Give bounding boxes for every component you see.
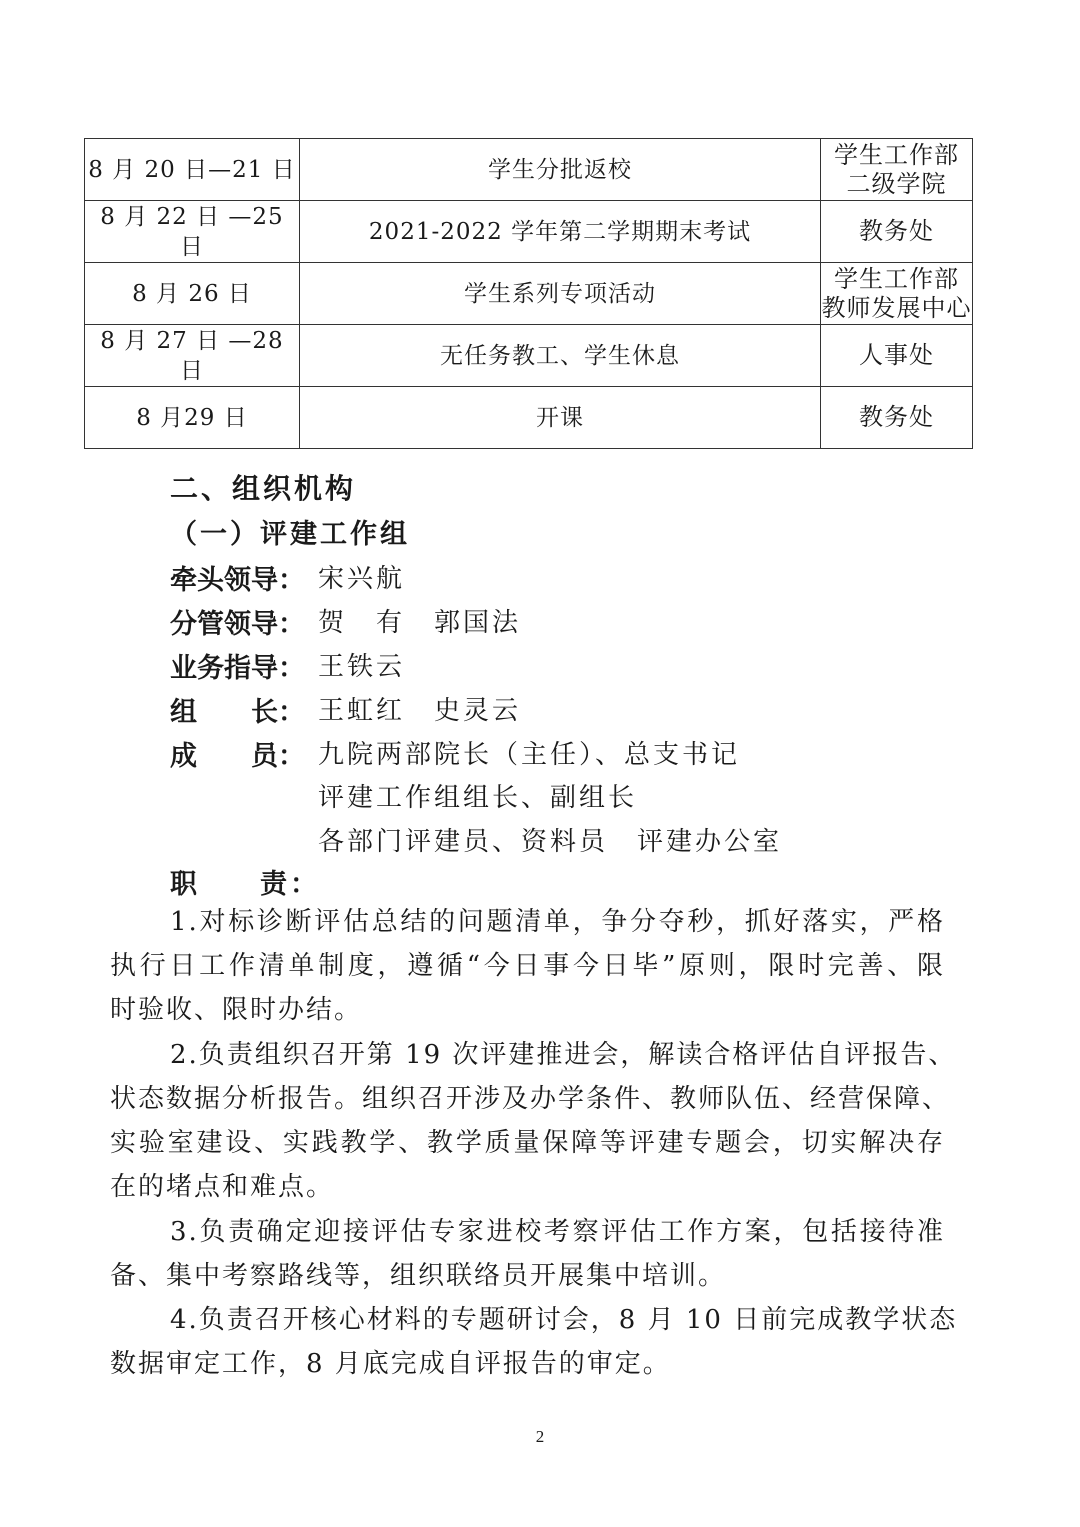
dept-cell (821, 263, 973, 325)
paragraph-line: 4.负责召开核心材料的专题研讨会，8 月 10 日前完成教学状态 (170, 1305, 958, 1335)
dept-line: 学生工作部 (834, 140, 959, 169)
dept-line: 教务处 (859, 403, 934, 431)
duty-paragraph (110, 1298, 958, 1386)
dept-cell (821, 139, 973, 201)
dept-line: 学生工作部 (834, 264, 959, 293)
role-label: 成 员： (170, 741, 305, 772)
paragraph-line: 备、集中考察路线等，组织联络员开展集中培训。 (110, 1261, 727, 1291)
table-row (85, 325, 973, 387)
role-value: 九院两部院长（主任）、总支书记 (318, 740, 741, 770)
duty-paragraph (110, 900, 945, 1032)
duty-paragraph (110, 1210, 945, 1298)
paragraph-line: 在的堵点和难点。 (110, 1172, 335, 1202)
section-subheading: （一）评建工作组 (170, 519, 410, 550)
dept-line: 人事处 (859, 341, 934, 369)
paragraph-line: 执行日工作清单制度，遵循“今日事今日毕”原则，限时完善、限 (110, 951, 945, 981)
role-value: 贺 有 郭国法 (318, 608, 522, 638)
date-cell: 8 月 20 日—21 日 (85, 139, 300, 201)
task-cell: 学生系列专项活动 (300, 263, 821, 325)
paragraph-line: 实验室建设、实践教学、教学质量保障等评建专题会，切实解决存 (110, 1128, 945, 1158)
date-cell: 8 月 27 日 —28 日 (85, 325, 300, 387)
section-heading: 二、组织机构 (170, 472, 357, 505)
paragraph-line: 状态数据分析报告。组织召开涉及办学条件、教师队伍、经营保障、 (110, 1084, 951, 1114)
table-row (85, 263, 973, 325)
table-row (85, 139, 973, 201)
members-line: 各部门评建员、资料员 评建办公室 (318, 827, 783, 857)
date-cell: 8 月 26 日 (85, 263, 300, 325)
role-value: 宋兴航 (318, 564, 406, 594)
dept-cell (821, 387, 973, 449)
table-row (85, 387, 973, 449)
role-label: 业务指导： (170, 653, 305, 684)
task-cell: 学生分批返校 (300, 139, 821, 201)
members-line: 评建工作组组长、副组长 (318, 783, 638, 813)
role-value: 王虹红 史灵云 (318, 696, 522, 726)
duty-paragraph (110, 1033, 957, 1209)
date-cell: 8 月 22 日 —25 日 (85, 201, 300, 263)
paragraph-line: 时验收、限时办结。 (110, 995, 363, 1025)
paragraph-line: 数据审定工作，8 月底完成自评报告的审定。 (110, 1349, 671, 1379)
paragraph-line: 2.负责组织召开第 19 次评建推进会，解读合格评估自评报告、 (170, 1040, 957, 1070)
dept-line: 教师发展中心 (821, 293, 972, 322)
task-cell: 2021-2022 学年第二学期期末考试 (300, 201, 821, 263)
duty-label: 职 责： (170, 869, 320, 900)
dept-cell (821, 325, 973, 387)
date-cell: 8 月29 日 (85, 387, 300, 449)
paragraph-line: 1.对标诊断评估总结的问题清单，争分夺秒，抓好落实，严格 (170, 907, 945, 937)
dept-line: 二级学院 (846, 169, 947, 198)
role-label: 分管领导： (170, 609, 305, 640)
schedule-table (84, 138, 973, 449)
paragraph-line: 3.负责确定迎接评估专家进校考察评估工作方案，包括接待准 (170, 1217, 945, 1247)
role-value: 王铁云 (318, 652, 406, 682)
dept-line: 教务处 (859, 217, 934, 245)
role-label: 组 长： (170, 697, 305, 728)
task-cell: 无任务教工、学生休息 (300, 325, 821, 387)
role-label: 牵头领导： (170, 565, 305, 596)
page-number: 2 (535, 1427, 545, 1446)
table-row (85, 201, 973, 263)
dept-cell (821, 201, 973, 263)
task-cell: 开课 (300, 387, 821, 449)
